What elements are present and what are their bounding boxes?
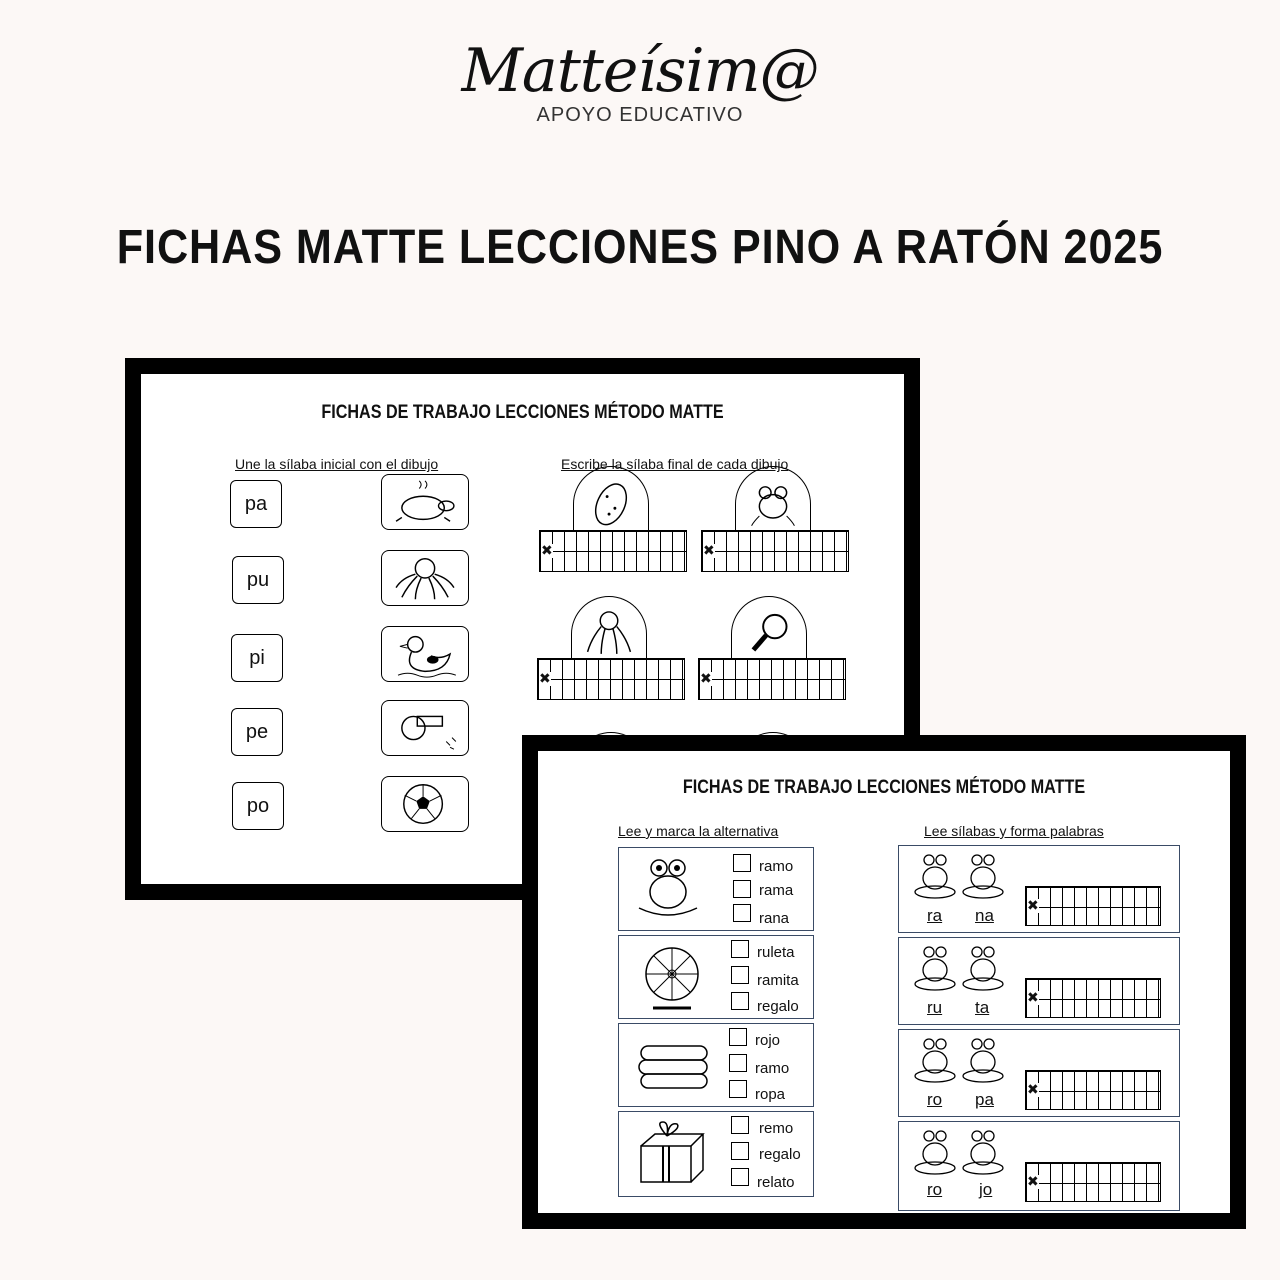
option-label: ramo [755,1060,790,1077]
syllable-label: pa [975,1090,994,1109]
writing-grid[interactable] [1025,1162,1161,1202]
frog-pair-icon [913,944,1007,992]
option-label: rana [759,910,790,927]
option-checkbox[interactable] [731,992,749,1010]
frog-icon [735,466,811,530]
word-item [898,1029,1180,1117]
potato-icon [573,466,649,530]
frog-icon [633,854,705,924]
writing-grid[interactable] [539,530,687,572]
x-mark-icon: ✖ [1027,1082,1039,1098]
syllable-label: ru [927,998,943,1017]
option-checkbox[interactable] [731,1142,749,1160]
worksheet-2 [522,735,1246,1229]
clothes-icon [635,1038,715,1098]
choice-item [618,1023,814,1107]
choice-item [618,1111,814,1197]
option-label: regalo [757,998,799,1015]
option-checkbox[interactable] [729,1054,747,1072]
syllable-label: ra [927,906,943,925]
option-checkbox[interactable] [731,1168,749,1186]
syllable-label: ta [975,998,990,1017]
writing-grid[interactable] [701,530,849,572]
option-checkbox[interactable] [731,940,749,958]
whistle-icon [381,700,469,756]
worksheet-title: FICHAS DE TRABAJO LECCIONES MÉTODO MATTE [321,402,724,423]
option-label: ruleta [757,944,795,961]
syllable-label: jo [979,1180,993,1199]
x-mark-icon: ✖ [1027,990,1039,1006]
option-label: remo [759,1120,794,1137]
x-mark-icon: ✖ [703,543,715,559]
wheel-icon [639,944,705,1012]
left-heading: Lee y marca la alternativa [618,823,779,839]
option-label: ropa [755,1086,786,1103]
x-mark-icon: ✖ [1027,1174,1039,1190]
syllable-card: pa [230,480,282,528]
syllable-label: ro [927,1090,943,1109]
writing-grid[interactable] [1025,886,1161,926]
left-heading: Une la sílaba inicial con el dibujo [235,456,439,472]
worksheet-title: FICHAS DE TRABAJO LECCIONES MÉTODO MATTE [682,777,1086,798]
syllable-card: pe [231,708,283,756]
syllable-card: pi [231,634,283,682]
option-label: ramita [757,972,799,989]
option-label: relato [757,1174,795,1191]
choice-item [618,847,814,931]
writing-grid[interactable] [1025,978,1161,1018]
brand-subtitle: APOYO EDUCATIVO [536,104,744,126]
word-item [898,845,1180,933]
syllable-card: pu [232,556,284,604]
brand-name: Matteísim@ [461,36,819,106]
option-checkbox[interactable] [731,1116,749,1134]
syllable-label: ro [927,1180,943,1199]
syllable-card: po [232,782,284,830]
option-checkbox[interactable] [729,1080,747,1098]
option-checkbox[interactable] [729,1028,747,1046]
writing-grid[interactable] [537,658,685,700]
right-heading: Escribe la sílaba final de cada dibujo [561,456,789,472]
x-mark-icon: ✖ [541,543,553,559]
option-checkbox[interactable] [733,904,751,922]
gift-icon [633,1120,709,1188]
option-label: ramo [759,858,794,875]
word-item [898,1121,1180,1211]
choice-item [618,935,814,1019]
octopus-icon [571,596,647,660]
option-checkbox[interactable] [733,854,751,872]
x-mark-icon: ✖ [700,671,712,687]
syllable-label: na [975,906,994,925]
option-checkbox[interactable] [731,966,749,984]
right-heading: Lee sílabas y forma palabras [924,823,1104,839]
x-mark-icon: ✖ [539,671,551,687]
word-item [898,937,1180,1025]
writing-grid[interactable] [1025,1070,1161,1110]
octopus-icon [381,550,469,606]
frog-pair-icon [913,852,1007,900]
option-label: regalo [759,1146,801,1163]
magnifier-icon [731,596,807,660]
frog-pair-icon [913,1128,1007,1176]
frog-pair-icon [913,1036,1007,1084]
duck-icon [381,626,469,682]
ball-icon [381,776,469,832]
writing-grid[interactable] [698,658,846,700]
option-checkbox[interactable] [733,880,751,898]
x-mark-icon: ✖ [1027,898,1039,914]
option-label: rojo [755,1032,781,1049]
chicken-icon [381,474,469,530]
page-title: FICHAS MATTE LECCIONES PINO A RATÓN 2025 [116,221,1164,274]
option-label: rama [759,882,794,899]
brand-logo [0,36,1280,126]
